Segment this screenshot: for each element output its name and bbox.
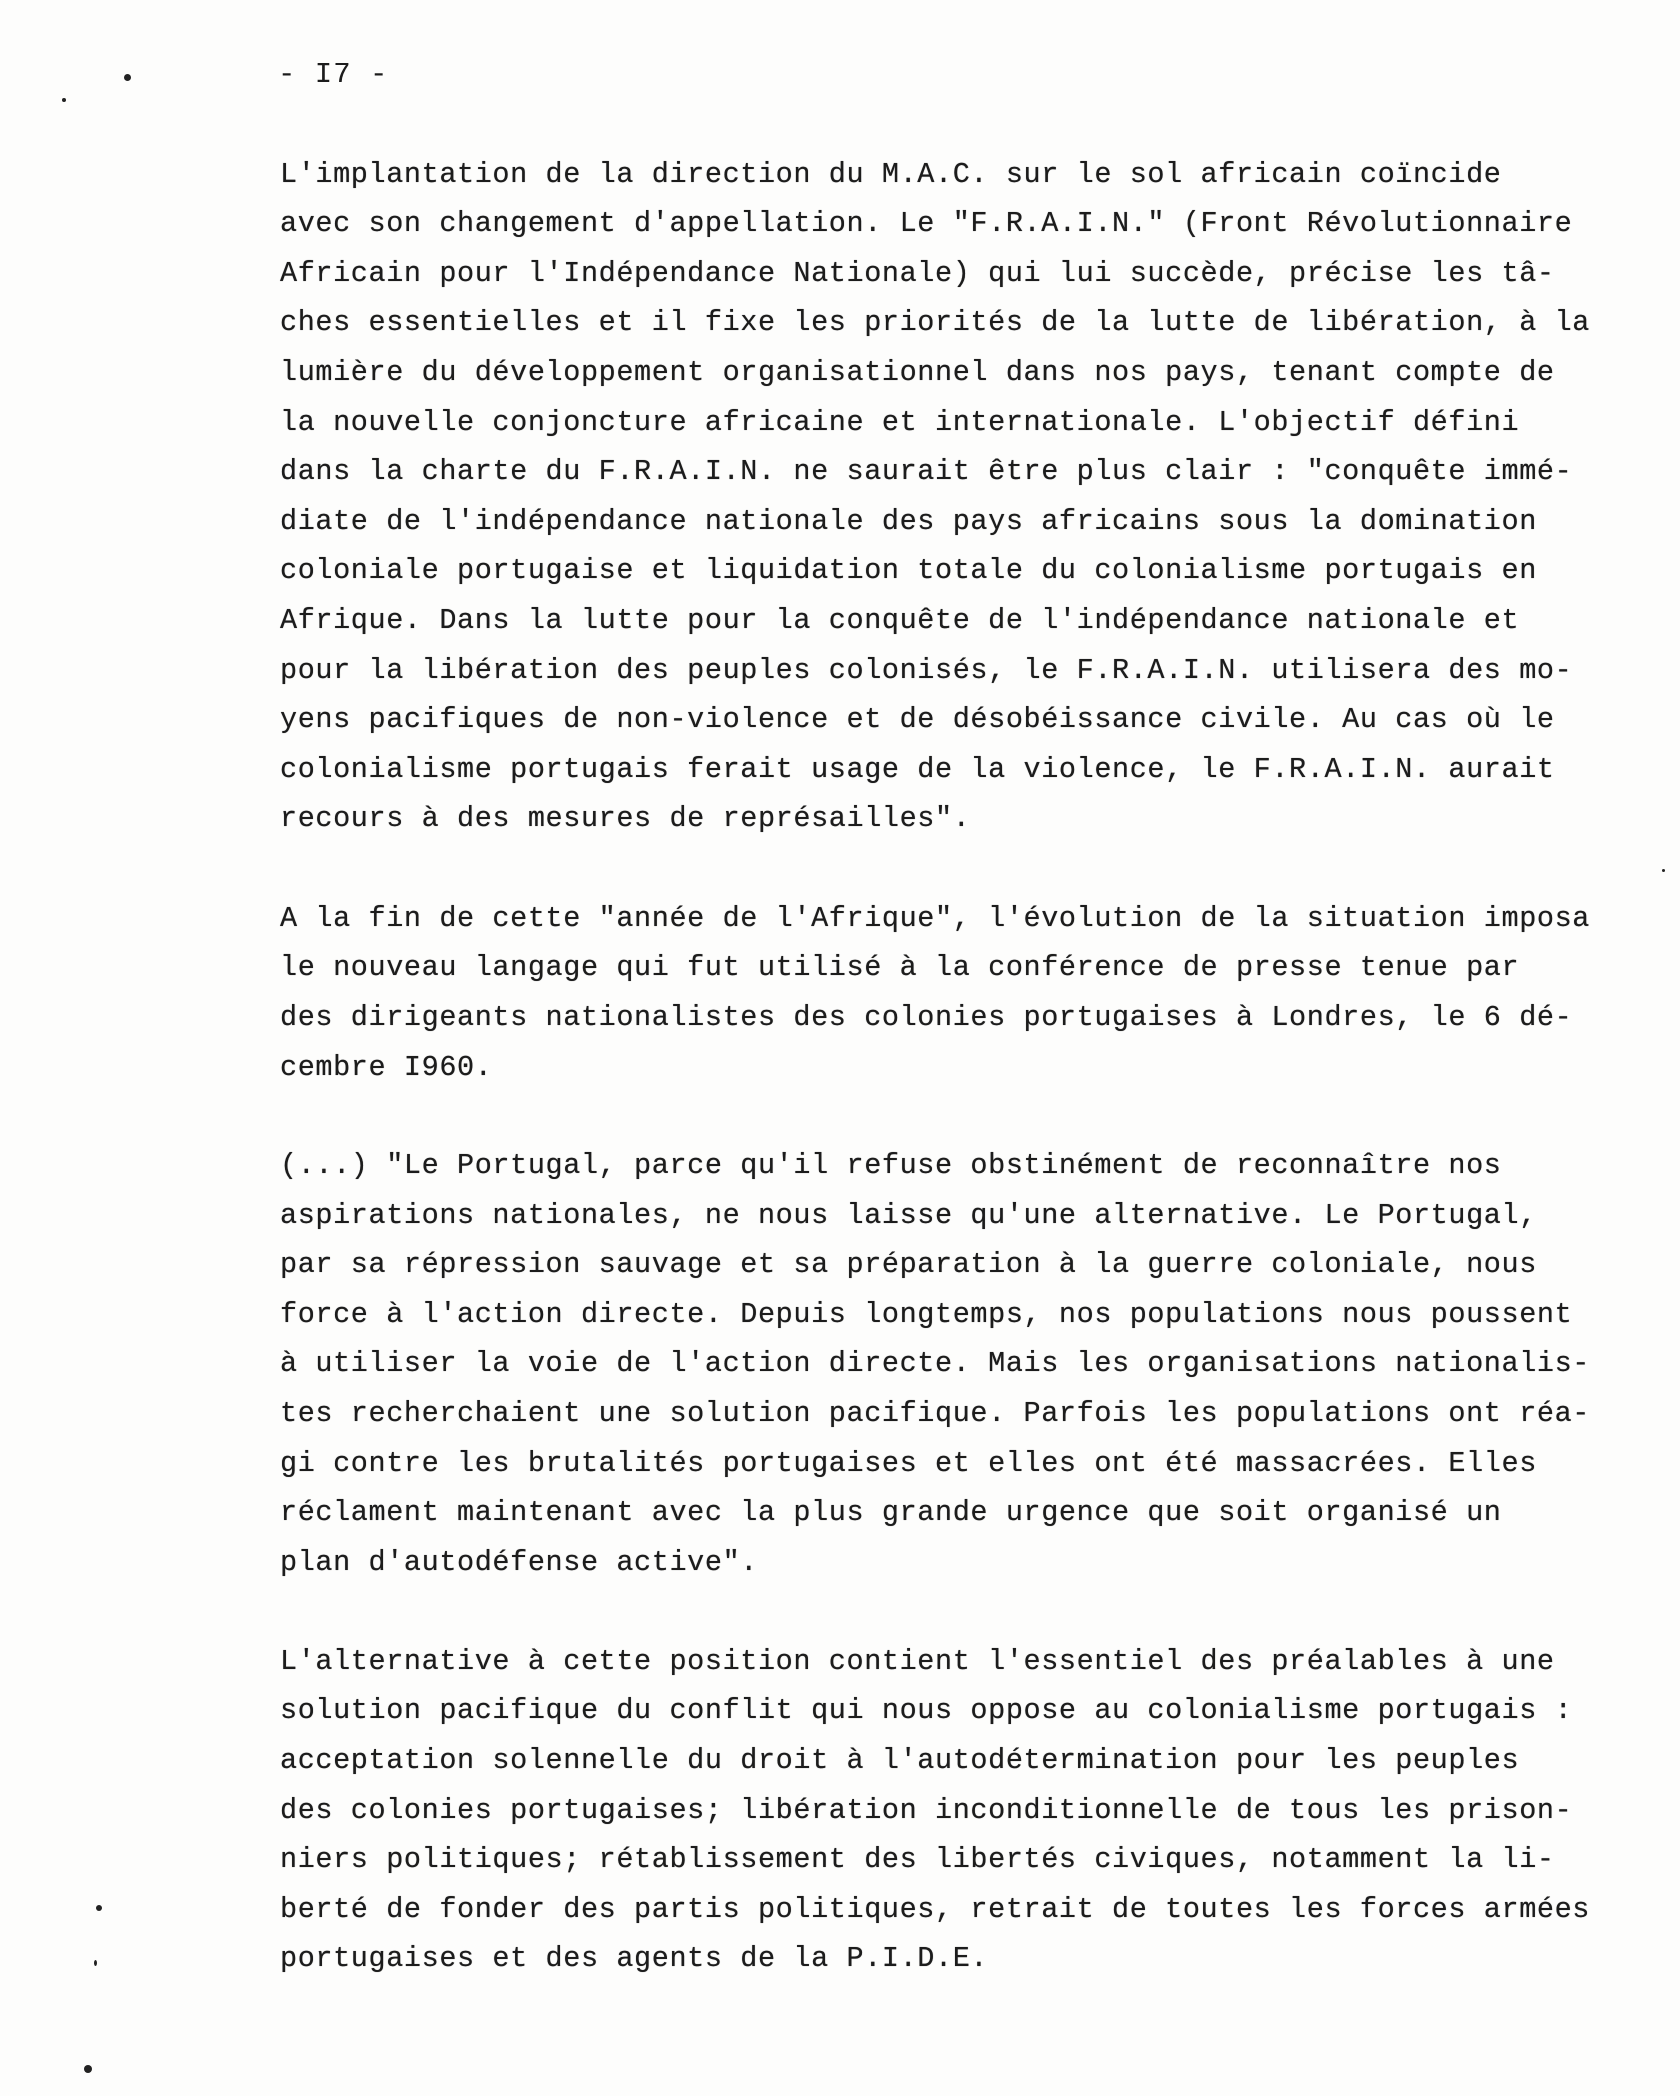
text-line: le nouveau langage qui fut utilisé à la conférence de presse tenue par <box>280 951 1520 984</box>
text-line: des colonies portugaises; libération inconditionnelle de tous les prison- <box>280 1794 1573 1827</box>
text-line: à utiliser la voie de l'action directe. Mais les organisations nationalis- <box>280 1347 1591 1380</box>
text-line: par sa répression sauvage et sa préparation à la guerre coloniale, nous <box>280 1248 1537 1281</box>
text-line: avec son changement d'appellation. Le "F.R.A.I.N." (Front Révolutionnaire <box>280 207 1573 240</box>
text-line: yens pacifiques de non-violence et de désobéissance civile. Au cas où le <box>280 703 1555 736</box>
text-line: plan d'autodéfense active". <box>280 1546 758 1579</box>
scan-speck <box>96 1905 102 1911</box>
text-line: niers politiques; rétablissement des libertés civiques, notamment la li- <box>280 1843 1555 1876</box>
text-line: ches essentielles et il fixe les priorités de la lutte de libération, à la <box>280 306 1591 339</box>
text-line: L'implantation de la direction du M.A.C. sur le sol africain coïncide <box>280 158 1502 191</box>
text-line: cembre I960. <box>280 1051 493 1084</box>
text-line: gi contre les brutalités portugaises et elles ont été massacrées. Elles <box>280 1447 1537 1480</box>
text-line: coloniale portugaise et liquidation totale du colonialisme portugais en <box>280 554 1537 587</box>
text-line: lumière du développement organisationnel dans nos pays, tenant compte de <box>280 356 1555 389</box>
text-line: Afrique. Dans la lutte pour la conquête de l'indépendance nationale et <box>280 604 1520 637</box>
text-line: recours à des mesures de représailles". <box>280 802 971 835</box>
scan-speck <box>84 2065 92 2073</box>
text-line: force à l'action directe. Depuis longtemps, nos populations nous poussent <box>280 1298 1573 1331</box>
text-line: des dirigeants nationalistes des colonies portugaises à Londres, le 6 dé- <box>280 1001 1573 1034</box>
text-line: solution pacifique du conflit qui nous oppose au colonialisme portugais : <box>280 1694 1573 1727</box>
text-line: tes recherchaient une solution pacifique. Parfois les populations ont réa- <box>280 1397 1591 1430</box>
text-line: aspirations nationales, ne nous laisse qu'une alternative. Le Portugal, <box>280 1199 1537 1232</box>
text-line: colonialisme portugais ferait usage de la violence, le F.R.A.I.N. aurait <box>280 753 1555 786</box>
scan-speck <box>94 1960 97 1966</box>
text-line: réclament maintenant avec la plus grande urgence que soit organisé un <box>280 1496 1502 1529</box>
scan-speck <box>62 98 66 102</box>
text-line: pour la libération des peuples colonisés, le F.R.A.I.N. utilisera des mo- <box>280 654 1573 687</box>
text-line: dans la charte du F.R.A.I.N. ne saurait être plus clair : "conquête immé- <box>280 455 1573 488</box>
text-line: (...) "Le Portugal, parce qu'il refuse obstinément de reconnaître nos <box>280 1149 1502 1182</box>
text-line: acceptation solennelle du droit à l'autodétermination pour les peuples <box>280 1744 1520 1777</box>
text-line: la nouvelle conjoncture africaine et internationale. L'objectif défini <box>280 406 1520 439</box>
scan-speck <box>1662 869 1665 872</box>
text-line: portugaises et des agents de la P.I.D.E. <box>280 1942 989 1975</box>
text-line: A la fin de cette "année de l'Afrique", l'évolution de la situation imposa <box>280 902 1591 935</box>
text-line: L'alternative à cette position contient l'essentiel des préalables à une <box>280 1645 1555 1678</box>
text-line: Africain pour l'Indépendance Nationale) qui lui succède, précise les tâ- <box>280 257 1555 290</box>
text-line: diate de l'indépendance nationale des pays africains sous la domination <box>280 505 1537 538</box>
text-line: berté de fonder des partis politiques, retrait de toutes les forces armées <box>280 1893 1591 1926</box>
page-number: - I7 - <box>278 58 389 91</box>
scan-speck <box>124 74 131 81</box>
